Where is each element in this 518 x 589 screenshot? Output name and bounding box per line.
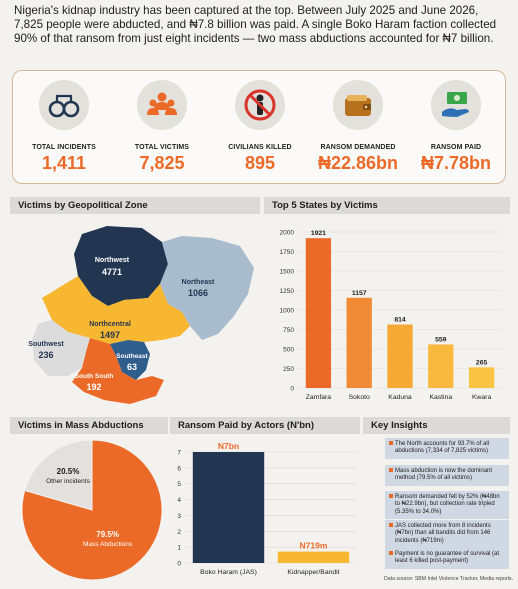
y-tick-label: 1750 — [279, 249, 294, 256]
pie-value-label: 79.5% — [96, 529, 119, 539]
insight-item: Payment is no guarantee of survival (at least 6 killed post-payment) — [385, 548, 509, 569]
y-tick-label: 1250 — [279, 288, 294, 295]
zone-label-southeast: Southeast — [116, 353, 148, 360]
section-title-insights: Key Insights — [363, 417, 510, 434]
bar-boko-haram-jas- — [193, 452, 264, 563]
x-tick-label: Sokoto — [348, 394, 370, 401]
pie-category-label: Mass Abductions — [83, 540, 133, 548]
pie-value-label: 20.5% — [56, 467, 80, 477]
x-tick-label: Kaduna — [388, 394, 412, 401]
bar-kwara — [469, 367, 494, 388]
mass-abductions-pie-chart — [10, 438, 168, 588]
data-label: N7bn — [217, 441, 240, 451]
wallet-icon — [341, 88, 375, 122]
y-tick-label: 750 — [283, 327, 294, 334]
bar-sokoto — [347, 298, 372, 388]
stat-value: ₦7.78bn — [420, 153, 492, 173]
x-tick-label: Zamfara — [305, 394, 332, 401]
zone-value-south-south: 192 — [86, 382, 102, 392]
data-label: 1157 — [351, 289, 367, 297]
zone-label-southwest: Southwest — [28, 341, 64, 348]
people-group-icon — [145, 88, 179, 122]
stat-label: TOTAL INCIDENTS — [32, 144, 96, 151]
y-tick-label: 2000 — [279, 229, 294, 237]
bar-kastina — [428, 344, 453, 388]
y-tick-label: 1000 — [279, 307, 294, 315]
bar-kaduna — [387, 325, 412, 388]
stat-civilians-killed — [211, 71, 309, 185]
stat-total-incidents — [15, 71, 113, 185]
stat-label: RANSOM DEMANDED — [320, 144, 396, 151]
x-tick-label: Kastina — [429, 394, 453, 401]
stat-total-victims — [113, 71, 211, 185]
x-tick-label: Kidnapper/Bandit — [287, 569, 340, 576]
y-tick-label: 500 — [283, 346, 294, 354]
zone-value-northcentral: 1497 — [99, 330, 121, 340]
y-tick-label: 4 — [177, 497, 181, 505]
stat-label: TOTAL VICTIMS — [134, 144, 190, 151]
data-label: 559 — [435, 336, 447, 344]
y-tick-label: 0 — [290, 385, 294, 393]
intro-text: Nigeria's kidnap industry has been captured at the top. Between July 2025 and June 2026, 7,825 people were abducted, and ₦7.8 billion was paid. A single Boko Haram faction collected 90% of that ransom from just eight incidents — two mass abductions accounted for ₦7 billion. — [14, 4, 497, 45]
section-title-map: Victims by Geopolitical Zone — [10, 197, 260, 214]
section-title-states: Top 5 States by Victims — [264, 197, 510, 214]
prohibited-person-icon — [243, 88, 277, 122]
data-label: 1921 — [310, 230, 326, 238]
y-tick-label: 0 — [177, 560, 181, 568]
y-tick-label: 5 — [177, 481, 181, 489]
zone-label-northcentral: Northcentral — [89, 321, 131, 328]
y-tick-label: 1 — [177, 544, 181, 552]
section-title-ransom: Ransom Paid by Actors (N'bn) — [170, 417, 360, 434]
y-tick-label: 3 — [177, 512, 181, 520]
bar-kidnapper-bandit — [278, 552, 349, 563]
zone-label-northwest: Northwest — [94, 257, 130, 264]
stat-label: CIVILIANS KILLED — [228, 144, 292, 151]
insight-item: Mass abduction is now the dominant method (79.5% of all victims) — [385, 465, 509, 486]
stat-value: 895 — [244, 153, 276, 173]
zone-value-northeast: 1066 — [187, 288, 209, 298]
nigeria-zone-map — [12, 220, 262, 410]
insight-item: Ransom demanded fell by 52% (₦48bn to ₦22.9bn), but collection rate tripled (5.35% to 34.0%) — [385, 491, 509, 519]
stat-value: 7,825 — [139, 153, 185, 173]
zone-value-northwest: 4771 — [101, 267, 123, 277]
stat-label: RANSOM PAID — [430, 144, 482, 151]
section-title-mass: Victims in Mass Abductions — [10, 417, 168, 434]
handcuffs-icon — [47, 88, 81, 122]
cash-hand-icon — [439, 88, 473, 122]
bar-zamfara — [306, 238, 331, 388]
zone-label-south-south: South South — [74, 373, 114, 380]
summary-stats-panel — [12, 70, 506, 184]
insight-item: The North accounts for 93.7% of all abductions (7,334 of 7,825 victims) — [385, 438, 509, 459]
x-tick-label: Kwara — [471, 394, 492, 401]
stat-value: ₦22.86bn — [317, 153, 399, 173]
data-label: N719m — [299, 540, 328, 551]
data-label: 265 — [475, 359, 488, 367]
stat-ransom-demanded — [309, 71, 407, 185]
data-label: 814 — [394, 316, 406, 324]
zone-value-southwest: 236 — [38, 350, 54, 360]
y-tick-label: 2 — [177, 528, 181, 536]
pie-category-label: Other incidents — [46, 478, 90, 486]
y-tick-label: 250 — [283, 366, 294, 373]
y-tick-label: 6 — [177, 465, 181, 473]
y-tick-label: 1500 — [279, 268, 294, 276]
y-tick-label: 7 — [177, 449, 181, 457]
stat-value: 1,411 — [41, 153, 87, 173]
zone-value-southeast: 63 — [126, 362, 138, 372]
ransom-bar-chart — [170, 436, 362, 586]
x-tick-label: Boko Haram (JAS) — [200, 569, 257, 576]
states-bar-chart — [264, 220, 510, 410]
insight-item: JAS collected more from 8 incidents (₦7bn) than all bandits did from 146 incidents (₦719m) — [385, 520, 509, 548]
data-source-note: Data source: SBM Intel Violence Tracker, Media reports. — [384, 576, 514, 582]
stat-ransom-paid — [407, 71, 505, 185]
zone-label-northeast: Northeast — [181, 279, 215, 286]
